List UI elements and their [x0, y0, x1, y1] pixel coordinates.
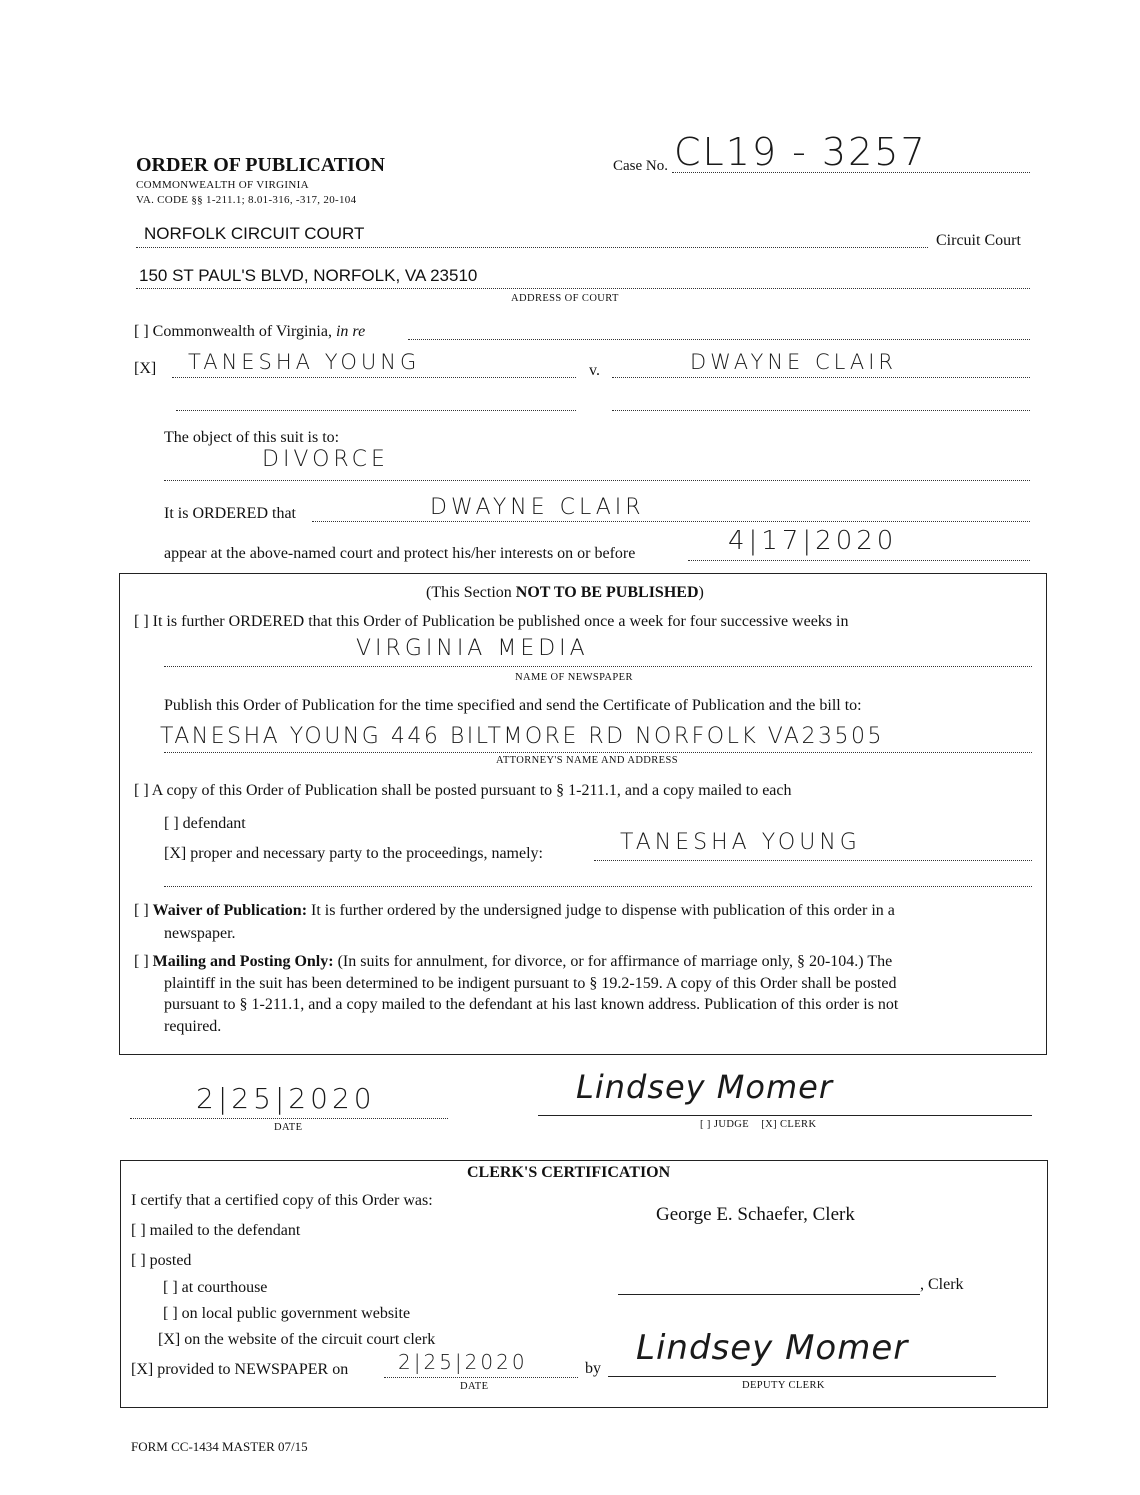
mailing-checkbox[interactable]: [ ]: [134, 953, 149, 970]
signature-date-caption: DATE: [274, 1122, 303, 1133]
newspaper-provided-label: provided to NEWSPAPER on: [157, 1361, 349, 1378]
deputy-sign-line: [608, 1376, 996, 1377]
mailing-text-4: required.: [164, 1018, 222, 1035]
clerk-website-checkbox[interactable]: [X]: [158, 1331, 181, 1348]
deputy-clerk-caption: DEPUTY CLERK: [742, 1380, 825, 1391]
courthouse-checkbox[interactable]: [ ]: [163, 1279, 178, 1296]
defendant-checkbox[interactable]: [ ]: [164, 815, 179, 832]
clerk-sign-line: [618, 1294, 920, 1295]
versus-label: v.: [589, 362, 600, 379]
party-line: [594, 860, 1032, 861]
court-name: NORFOLK CIRCUIT COURT: [144, 224, 365, 243]
defendant-name: DWAYNE CLAIR: [690, 350, 897, 374]
plaintiff-name: TANESHA YOUNG: [188, 350, 421, 374]
newspaper-line: [164, 666, 1032, 667]
posted-checkbox[interactable]: [ ]: [134, 782, 149, 799]
mailing-bold: Mailing and Posting Only:: [152, 953, 334, 970]
object-label: The object of this suit is to:: [164, 429, 340, 446]
code-reference: VA. CODE §§ 1-211.1; 8.01-316, -317, 20-104: [136, 194, 357, 206]
ordered-label: It is ORDERED that: [164, 505, 296, 522]
mailing-text-2: plaintiff in the suit has been determined to be indigent pursuant to § 19.2-159. A copy of this Order shall be posted: [164, 975, 897, 992]
commonwealth-checkbox[interactable]: [ ]: [134, 323, 149, 340]
mailed-label: mailed to the defendant: [149, 1222, 301, 1239]
judge-checkbox[interactable]: [ ]: [700, 1119, 711, 1130]
document-title: ORDER OF PUBLICATION: [136, 154, 385, 176]
clerk-checkbox[interactable]: [X]: [761, 1119, 777, 1130]
signature-date: 2|25|2020: [196, 1082, 376, 1115]
appear-date-line: [688, 560, 1030, 561]
judge-clerk-selector: [700, 1119, 816, 1130]
posted-row: [134, 782, 792, 800]
party-value: TANESHA YOUNG: [620, 830, 861, 855]
party-line-2: [164, 886, 1032, 887]
posted-cert-label: posted: [149, 1252, 192, 1269]
versus-checkbox[interactable]: [X]: [134, 360, 157, 377]
object-value: DIVORCE: [262, 447, 389, 472]
certification-intro: I certify that a certified copy of this Order was:: [131, 1192, 433, 1209]
party-label: proper and necessary party to the proceedings, namely:: [190, 845, 543, 862]
signature-handwritten: Lindsey Momer: [576, 1068, 833, 1106]
newspaper-name: VIRGINIA MEDIA: [356, 636, 589, 661]
signature-date-line: [130, 1118, 448, 1119]
commonwealth-row: [134, 323, 365, 341]
mailing-row: [134, 953, 892, 971]
publish-row: [134, 613, 848, 631]
address-caption: ADDRESS OF COURT: [511, 293, 619, 304]
defendant-row: [164, 815, 246, 833]
form-number: FORM CC-1434 MASTER 07/15: [131, 1439, 308, 1454]
newspaper-provided-row: [131, 1361, 348, 1379]
newspaper-date-caption: DATE: [460, 1381, 489, 1392]
attorney-line: [164, 752, 1032, 753]
in-re-label: in re: [335, 323, 366, 340]
case-number-label: Case No.: [613, 158, 668, 174]
ordered-value: DWAYNE CLAIR: [430, 495, 645, 520]
plaintiff-line-2: [176, 410, 576, 411]
newspaper-provided-checkbox[interactable]: [X]: [131, 1361, 154, 1378]
waiver-text-1: It is further ordered by the undersigned judge to dispense with publication of this order in a: [311, 902, 895, 919]
judge-label: JUDGE: [713, 1119, 750, 1130]
newspaper-provided-date: 2|25|2020: [398, 1350, 528, 1374]
unpublished-heading: [426, 584, 704, 602]
certification-heading: CLERK'S CERTIFICATION: [467, 1164, 671, 1181]
send-text: Publish this Order of Publication for the time specified and send the Certificate of Publication and the bill to:: [164, 697, 862, 714]
waiver-bold: Waiver of Publication:: [152, 902, 308, 919]
object-line: [164, 480, 1030, 481]
gov-website-label: on local public government website: [181, 1305, 411, 1322]
courthouse-label: at courthouse: [181, 1279, 268, 1296]
commonwealth-label: Commonwealth of Virginia,: [152, 323, 332, 340]
publish-checkbox[interactable]: [ ]: [134, 613, 149, 630]
by-label: by: [585, 1360, 601, 1377]
posted-text: A copy of this Order of Publication shall be posted pursuant to § 1-211.1, and a copy mailed to each: [151, 782, 792, 799]
clerk-suffix: , Clerk: [920, 1276, 964, 1293]
mailed-row: [131, 1222, 300, 1240]
waiver-row: [134, 902, 895, 920]
publish-text: It is further ORDERED that this Order of Publication be published once a week for four successive weeks in: [152, 613, 849, 630]
unpublished-heading-suffix: ): [698, 584, 704, 601]
attorney-name-address: TANESHA YOUNG 446 BILTMORE RD NORFOLK VA23505: [160, 724, 884, 749]
appear-text: appear at the above-named court and protect his/her interests on or before: [164, 545, 636, 562]
ordered-line: [312, 521, 1030, 522]
circuit-court-suffix: Circuit Court: [936, 232, 1021, 249]
posted-cert-row: [131, 1252, 191, 1270]
court-address: 150 ST PAUL'S BLVD, NORFOLK, VA 23510: [139, 266, 478, 285]
attorney-caption: ATTORNEY'S NAME AND ADDRESS: [496, 755, 678, 766]
appear-date: 4|17|2020: [728, 526, 898, 556]
party-row: [164, 845, 543, 863]
clerk-website-row: [158, 1331, 435, 1349]
plaintiff-line: [172, 377, 576, 378]
clerk-label: CLERK: [780, 1119, 817, 1130]
court-address-line: [136, 288, 1030, 289]
defendant-line-2: [612, 410, 1030, 411]
mailed-checkbox[interactable]: [ ]: [131, 1222, 146, 1239]
waiver-checkbox[interactable]: [ ]: [134, 902, 149, 919]
mailing-text-1: (In suits for annulment, for divorce, or for affirmance of marriage only, § 20-104.) The: [337, 953, 893, 970]
signature-line: [538, 1115, 1032, 1116]
mailing-text-3: pursuant to § 1-211.1, and a copy mailed to the defendant at his last known address. Publication of this order is not: [164, 996, 899, 1013]
deputy-signature-handwritten: Lindsey Momer: [636, 1328, 909, 1368]
defendant-line: [612, 377, 1030, 378]
newspaper-caption: NAME OF NEWSPAPER: [515, 672, 633, 683]
clerk-name: George E. Schaefer, Clerk: [656, 1204, 855, 1225]
gov-website-row: [163, 1305, 410, 1323]
clerk-website-label: on the website of the circuit court clerk: [184, 1331, 436, 1348]
courthouse-row: [163, 1279, 267, 1297]
unpublished-heading-prefix: (This Section: [426, 584, 516, 601]
commonwealth-subtitle: COMMONWEALTH OF VIRGINIA: [136, 179, 309, 191]
case-number-value: CL19 - 3257: [674, 130, 927, 174]
gov-website-checkbox[interactable]: [ ]: [163, 1305, 178, 1322]
commonwealth-line: [408, 339, 1030, 340]
waiver-text-2: newspaper.: [164, 925, 236, 942]
party-checkbox[interactable]: [X]: [164, 845, 187, 862]
defendant-label: defendant: [182, 815, 246, 832]
posted-cert-checkbox[interactable]: [ ]: [131, 1252, 146, 1269]
unpublished-heading-bold: NOT TO BE PUBLISHED: [515, 584, 699, 601]
court-name-line: [136, 247, 928, 248]
newspaper-date-line: [384, 1377, 578, 1378]
